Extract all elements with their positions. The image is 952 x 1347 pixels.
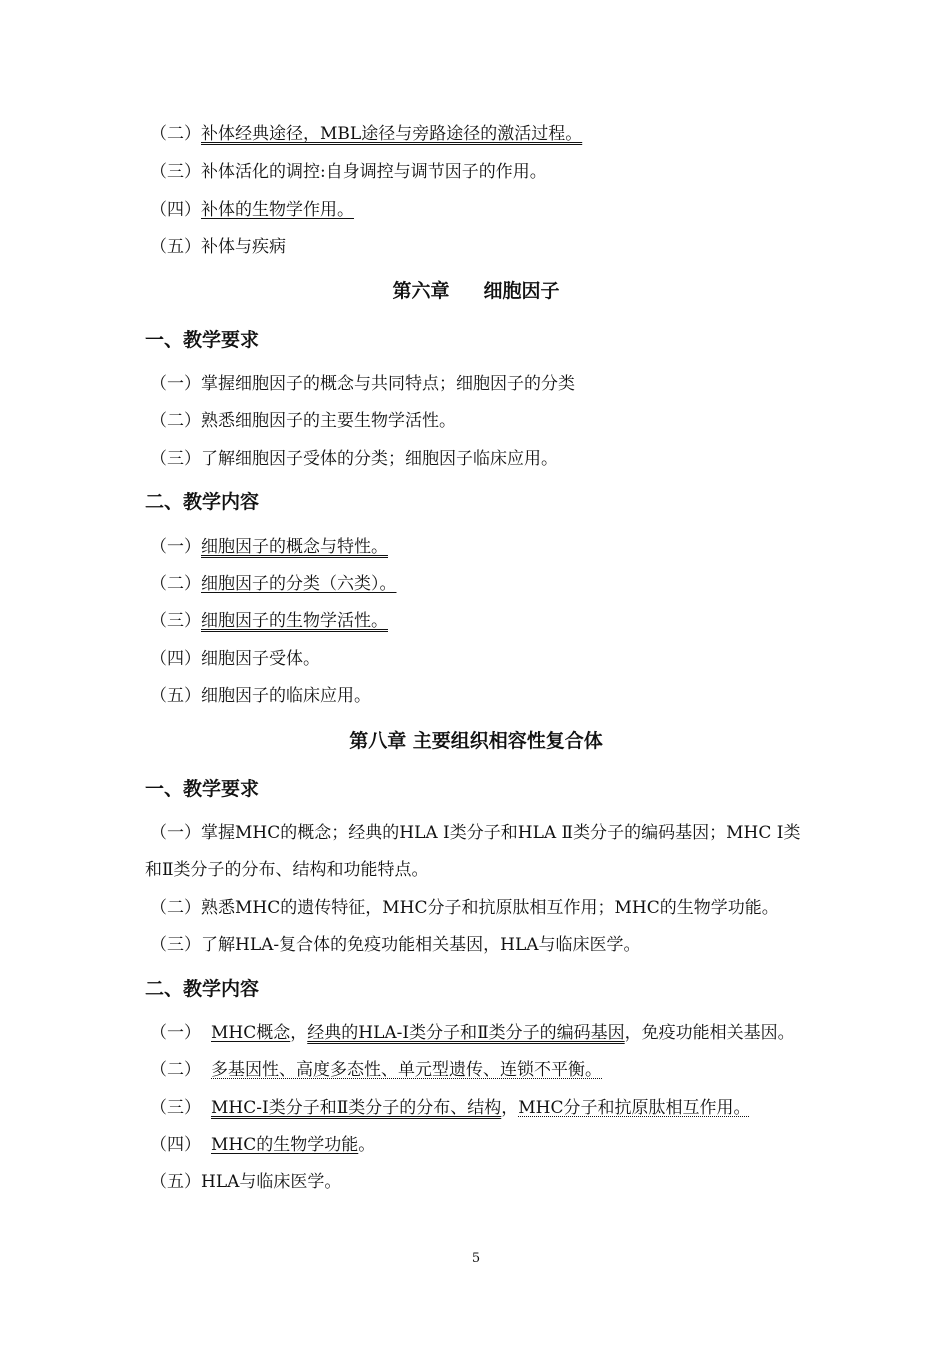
list-item (150, 1022, 795, 1044)
list-item: （三）了解HLA-复合体的免疫功能相关基因，HLA与临床医学。 (150, 935, 641, 955)
list-item (150, 236, 286, 258)
item-text: 细胞因子受体。 (201, 649, 320, 669)
chapter-title (0, 279, 952, 303)
item-prefix: （二） (150, 574, 201, 594)
list-item: （一）掌握MHC的概念；经典的HLA Ⅰ类分子和HLA Ⅱ类分子的编码基因；MHC Ⅰ类 (150, 823, 801, 843)
item-text: 经典的HLA-Ⅰ类分子和Ⅱ类分子的编码基因 (307, 1023, 625, 1043)
item-prefix: （二） (150, 1060, 201, 1080)
list-item (150, 536, 388, 558)
item-prefix: （四） (150, 200, 201, 220)
list-item (150, 1134, 375, 1156)
list-item (150, 161, 547, 183)
item-text: MHC的生物学功能 (211, 1135, 359, 1155)
list-item (150, 573, 397, 595)
page-number: 5 (471, 1251, 481, 1266)
list-item (150, 610, 388, 632)
item-prefix: （三） (150, 1098, 201, 1118)
list-item: （二）熟悉细胞因子的主要生物学活性。 (150, 411, 456, 431)
item-text: MHC分子和抗原肽相互作用。 (518, 1098, 751, 1118)
chapter-title: 第八章 主要组织相容性复合体 (349, 730, 603, 752)
list-item: （二）熟悉MHC的遗传特征，MHC分子和抗原肽相互作用；MHC的生物学功能。 (150, 898, 779, 918)
item-text: 。 (358, 1135, 376, 1155)
item-text: 细胞因子的生物学活性。 (201, 611, 388, 631)
item-text: HLA与临床医学。 (201, 1172, 342, 1192)
list-item (150, 1097, 751, 1119)
list-item: （一）掌握细胞因子的概念与共同特点；细胞因子的分类 (150, 374, 575, 394)
item-prefix: （四） (150, 1135, 201, 1155)
section-heading: 二、教学内容 (145, 978, 260, 1000)
list-item: （三）了解细胞因子受体的分类；细胞因子临床应用。 (150, 449, 558, 469)
item-text: MHC概念 (211, 1023, 291, 1043)
list-item (150, 1171, 341, 1193)
item-text: 细胞因子的概念与特性。 (201, 537, 388, 557)
section-heading: 一、教学要求 (145, 778, 260, 800)
chapter-name: 细胞因子 (483, 280, 560, 302)
item-text: 补体活化的调控:自身调控与调节因子的作用。 (201, 162, 547, 182)
item-prefix: （五） (150, 686, 201, 706)
item-text: 细胞因子的临床应用。 (201, 686, 371, 706)
list-item (150, 123, 582, 145)
list-item-continuation: 和Ⅱ类分子的分布、结构和功能特点。 (145, 860, 429, 880)
list-item (150, 199, 354, 221)
item-prefix: （四） (150, 649, 201, 669)
list-item (150, 685, 371, 707)
item-text: ，免疫功能相关基因。 (624, 1023, 795, 1043)
item-prefix: （五） (150, 1172, 201, 1192)
item-prefix: （三） (150, 162, 201, 182)
item-prefix: （一） (150, 1023, 201, 1043)
chapter-label: 第六章 (392, 280, 450, 302)
section-heading: 一、教学要求 (145, 329, 260, 351)
item-text: 细胞因子的分类（六类）。 (201, 574, 397, 594)
section-heading: 二、教学内容 (145, 491, 260, 513)
list-item (150, 1059, 602, 1081)
item-prefix: （三） (150, 611, 201, 631)
item-text: ， (501, 1098, 519, 1118)
item-text: 补体经典途径，MBL途径与旁路途径的激活过程。 (201, 124, 583, 144)
item-prefix: （二） (150, 124, 201, 144)
item-text: MHC-Ⅰ类分子和Ⅱ类分子的分布、结构 (211, 1098, 502, 1118)
list-item (150, 648, 320, 670)
item-prefix: （一） (150, 537, 201, 557)
item-text: 多基因性、高度多态性、单元型遗传、连锁不平衡。 (211, 1060, 602, 1080)
item-text: 补体的生物学作用。 (201, 200, 354, 220)
item-prefix: （五） (150, 237, 201, 257)
item-text: ， (290, 1023, 308, 1043)
item-text: 补体与疾病 (201, 237, 286, 257)
